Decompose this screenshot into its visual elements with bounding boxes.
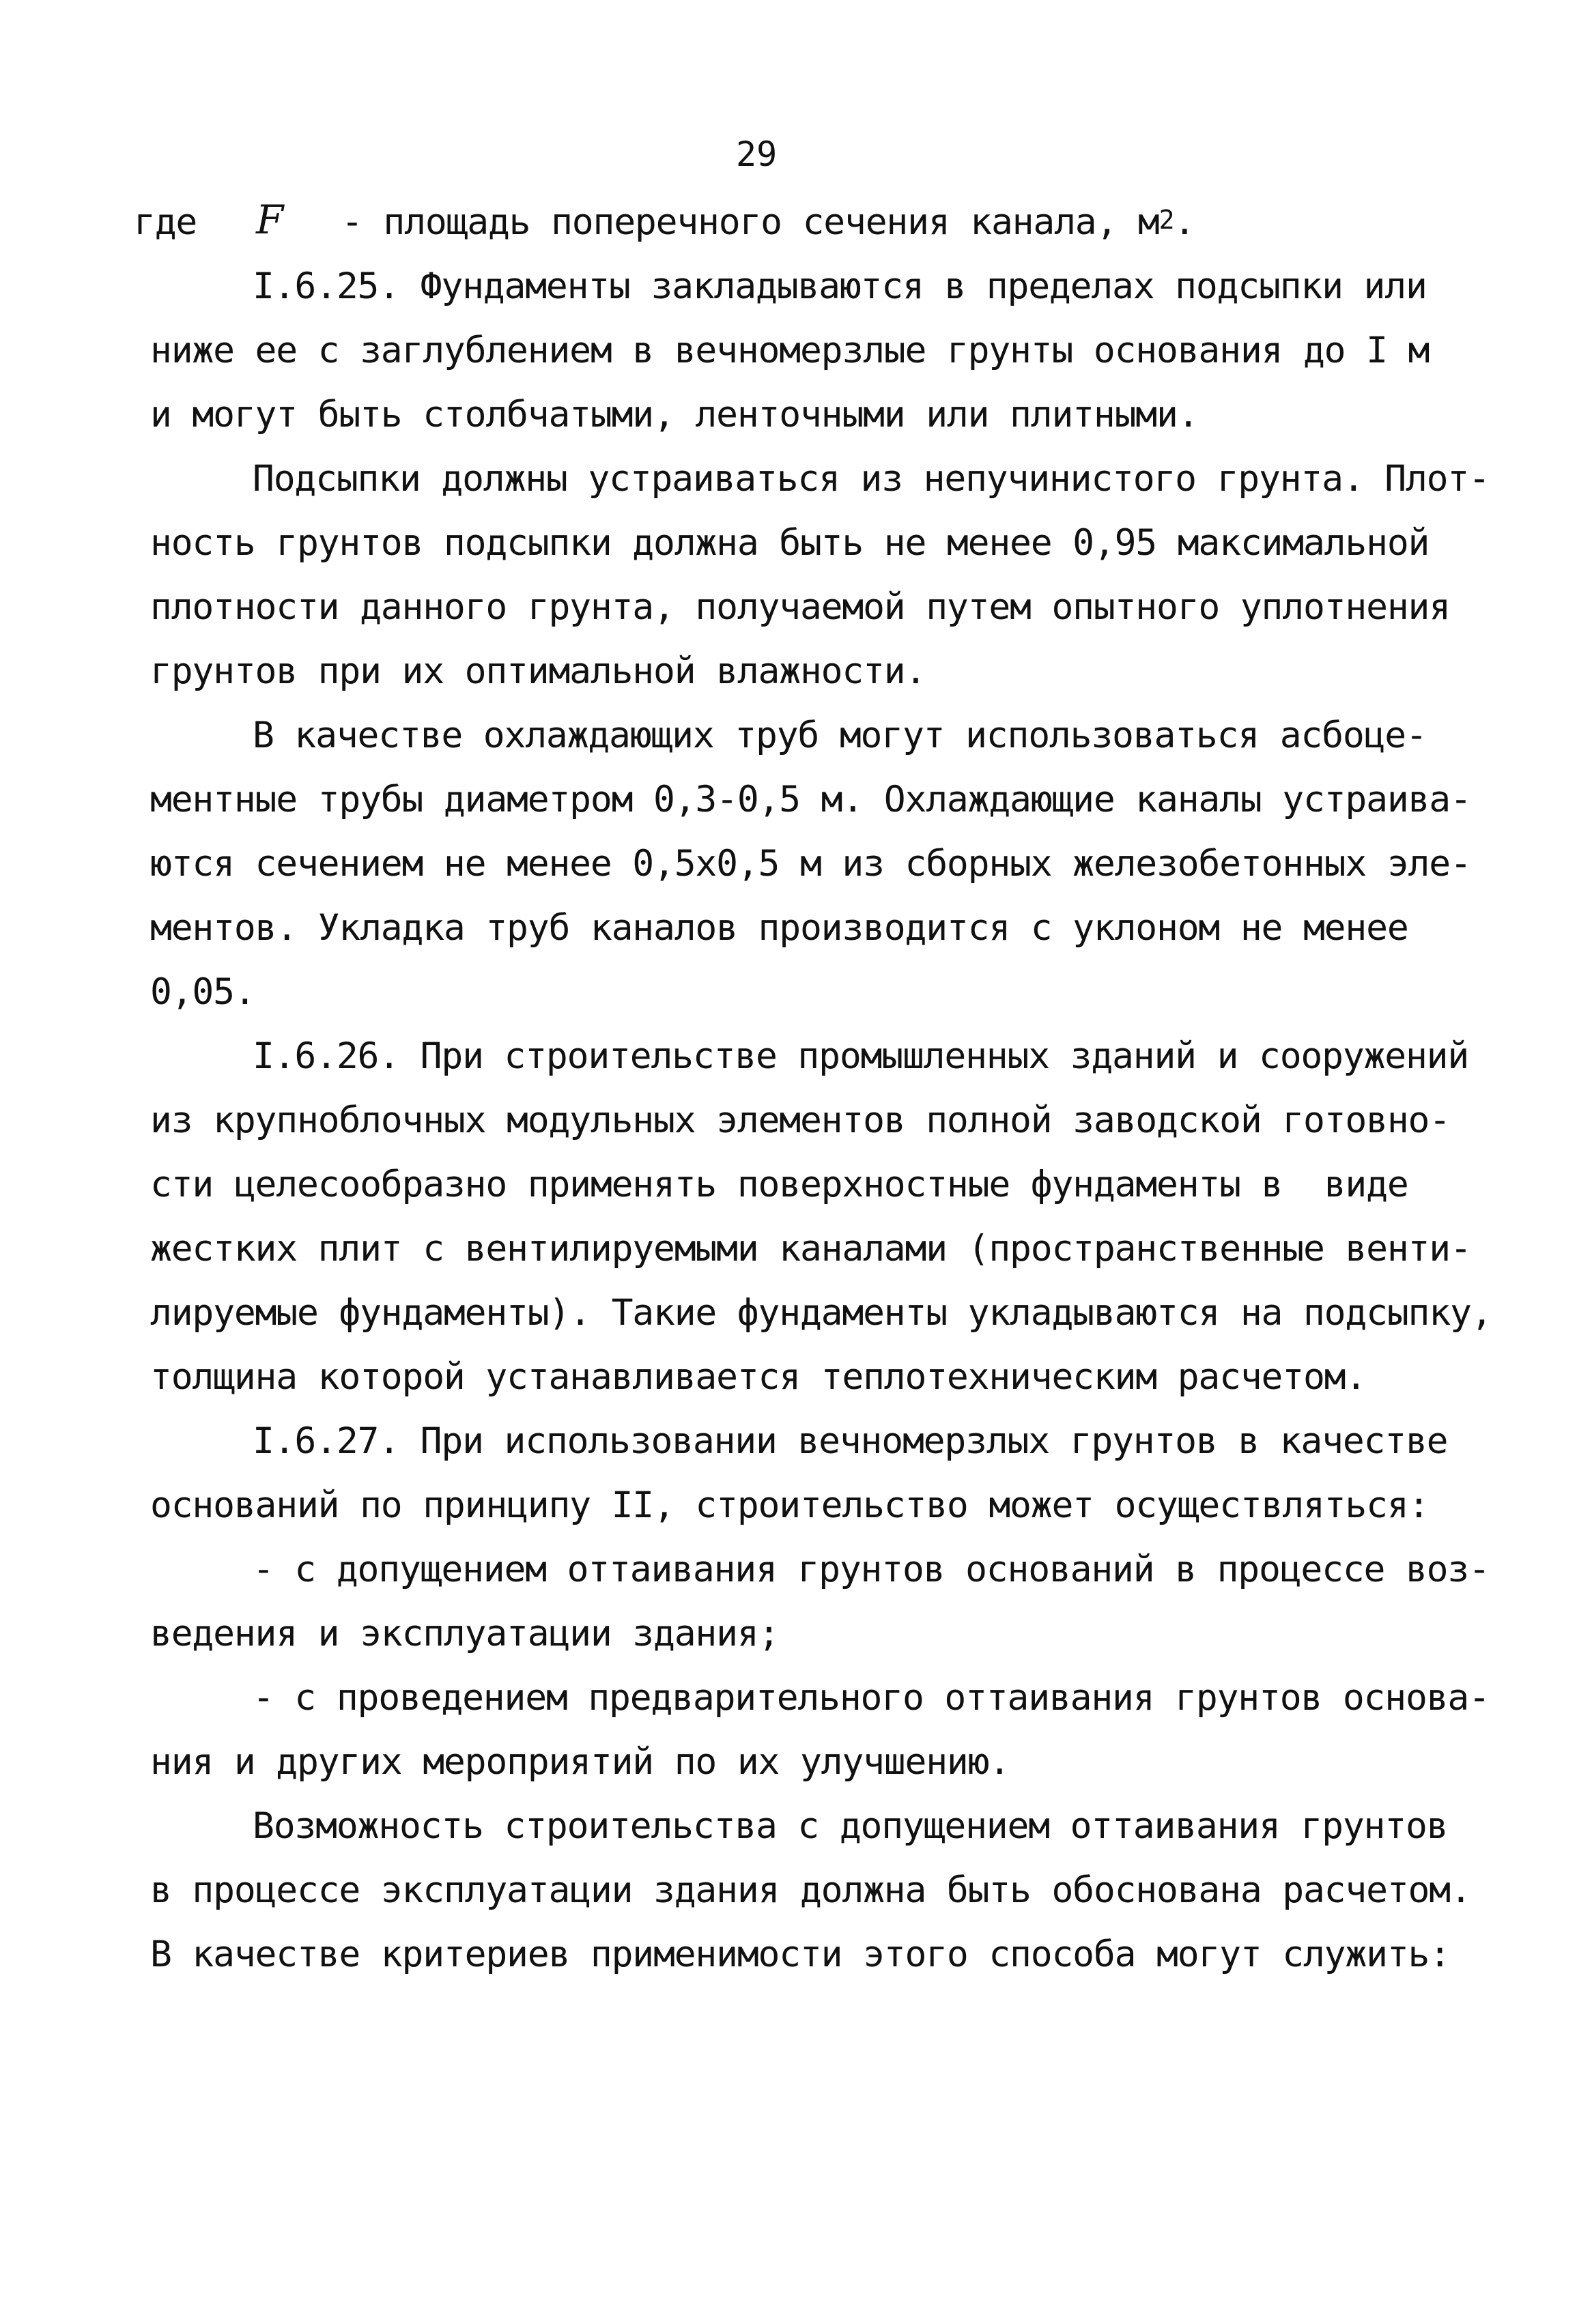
formula-where-end: . <box>1174 201 1195 243</box>
paragraph-line-6: плотности данного грунта, получаемой путем опытного уплотнения <box>150 586 1450 628</box>
paragraph-line-19: I.6.27. При использовании вечномерзлых грунтов в качестве <box>253 1420 1448 1462</box>
paragraph-line-8: В качестве охлаждающих труб могут использоваться асбоце- <box>253 715 1427 756</box>
paragraph-line-23: - с проведением предварительного оттаивания грунтов основа- <box>253 1677 1490 1719</box>
paragraph-line-11: ментов. Укладка труб каналов производится с уклоном не менее <box>150 907 1408 949</box>
paragraph-line-10: ются сечением не менее 0,5х0,5 м из сборных железобетонных эле- <box>150 843 1471 885</box>
paragraph-line-4: Подсыпки должны устраиваться из непучинистого грунта. Плот- <box>253 458 1490 500</box>
paragraph-line-12: 0,05. <box>150 971 255 1013</box>
paragraph-line-18: толщина которой устанавливается теплотехническим расчетом. <box>150 1356 1367 1398</box>
paragraph-line-24: ния и других мероприятий по их улучшению. <box>150 1741 1010 1783</box>
paragraph-line-25: Возможность строительства с допущением оттаивания грунтов <box>253 1805 1448 1847</box>
paragraph-line-15: сти целесообразно применять поверхностные фундаменты в виде <box>150 1164 1408 1205</box>
paragraph-line-22: ведения и эксплуатации здания; <box>150 1613 780 1654</box>
paragraph-line-14: из крупноблочных модульных элементов полной заводской готовно- <box>150 1100 1450 1141</box>
paragraph-line-26: в процессе эксплуатации здания должна быть обоснована расчетом. <box>150 1869 1471 1911</box>
paragraph-line-9: ментные трубы диаметром 0,3-0,5 м. Охлаждающие каналы устраива- <box>150 779 1471 820</box>
paragraph-line-7: грунтов при их оптимальной влажности. <box>150 650 926 692</box>
paragraph-line-5: ность грунтов подсыпки должна быть не менее 0,95 максимальной <box>150 522 1430 564</box>
paragraph-line-27: В качестве критериев применимости этого способа могут служить: <box>150 1934 1450 1975</box>
paragraph-line-20: оснований по принципу II, строительство может осуществляться: <box>150 1484 1430 1526</box>
page-number: 29 <box>736 134 778 174</box>
formula-where-text: - площадь поперечного сечения канала, м <box>341 201 1159 243</box>
paragraph-line-21: - с допущением оттаивания грунтов оснований в процессе воз- <box>253 1549 1490 1590</box>
formula-superscript: 2 <box>1159 205 1174 235</box>
paragraph-line-3: и могут быть столбчатыми, ленточными или плитными. <box>150 394 1199 435</box>
paragraph-line-13: I.6.26. При строительстве промышленных зданий и сооружений <box>253 1035 1469 1077</box>
formula-symbol-F: F <box>256 197 283 243</box>
paragraph-line-1: I.6.25. Фундаменты закладываются в пределах подсыпки или <box>253 266 1427 307</box>
paragraph-line-16: жестких плит с вентилируемыми каналами (пространственные венти- <box>150 1228 1471 1269</box>
paragraph-line-17: лируемые фундаменты). Такие фундаменты укладываются на подсыпку, <box>150 1292 1492 1334</box>
paragraph-line-2: ниже ее с заглублением в вечномерзлые грунты основания до I м <box>150 330 1430 371</box>
formula-where-label: где <box>134 201 197 243</box>
formula-where-description <box>341 201 1195 247</box>
